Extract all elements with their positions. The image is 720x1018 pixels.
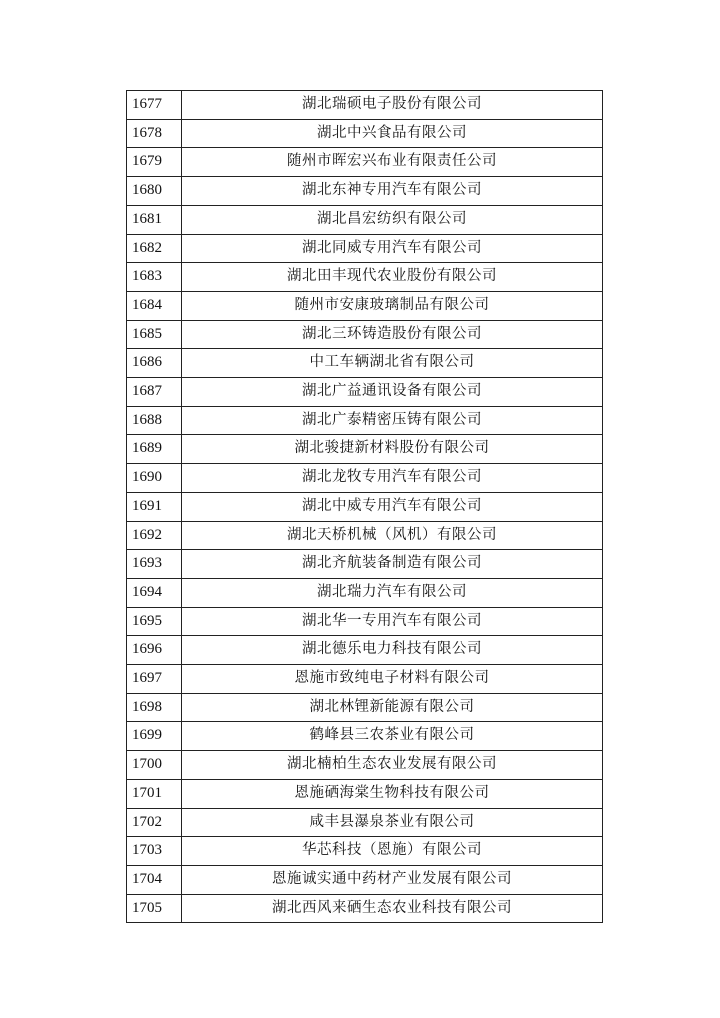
table-row: [127, 320, 603, 349]
company-name: 湖北田丰现代农业股份有限公司: [182, 263, 603, 292]
table-row: [127, 865, 603, 894]
row-number: 1698: [127, 693, 182, 722]
company-name: 咸丰县瀑泉茶业有限公司: [182, 808, 603, 837]
row-number: 1699: [127, 722, 182, 751]
row-number: 1703: [127, 837, 182, 866]
row-number: 1678: [127, 119, 182, 148]
company-name: 湖北瑞力汽车有限公司: [182, 578, 603, 607]
table-row: [127, 119, 603, 148]
table-row: [127, 837, 603, 866]
table-row: [127, 521, 603, 550]
table-row: [127, 464, 603, 493]
row-number: 1702: [127, 808, 182, 837]
table-row: [127, 722, 603, 751]
table-row: [127, 263, 603, 292]
row-number: 1688: [127, 406, 182, 435]
table-row: [127, 205, 603, 234]
company-name: 随州市安康玻璃制品有限公司: [182, 291, 603, 320]
row-number: 1704: [127, 865, 182, 894]
company-name: 湖北天桥机械（风机）有限公司: [182, 521, 603, 550]
table-row: [127, 693, 603, 722]
row-number: 1701: [127, 779, 182, 808]
table-row: [127, 378, 603, 407]
company-name: 湖北骏捷新材料股份有限公司: [182, 435, 603, 464]
table-row: [127, 406, 603, 435]
company-name: 恩施诚实通中药材产业发展有限公司: [182, 865, 603, 894]
row-number: 1695: [127, 607, 182, 636]
table-row: [127, 751, 603, 780]
table-row: [127, 578, 603, 607]
row-number: 1684: [127, 291, 182, 320]
company-name: 中工车辆湖北省有限公司: [182, 349, 603, 378]
table-row: [127, 550, 603, 579]
table-row: [127, 779, 603, 808]
company-name: 湖北西风来硒生态农业科技有限公司: [182, 894, 603, 923]
row-number: 1705: [127, 894, 182, 923]
company-name: 湖北昌宏纺织有限公司: [182, 205, 603, 234]
row-number: 1690: [127, 464, 182, 493]
company-name: 湖北中威专用汽车有限公司: [182, 492, 603, 521]
company-name: 湖北龙牧专用汽车有限公司: [182, 464, 603, 493]
company-list-body: [127, 91, 603, 923]
row-number: 1693: [127, 550, 182, 579]
company-name: 湖北广泰精密压铸有限公司: [182, 406, 603, 435]
company-name: 湖北东神专用汽车有限公司: [182, 177, 603, 206]
row-number: 1697: [127, 665, 182, 694]
row-number: 1694: [127, 578, 182, 607]
table-row: [127, 894, 603, 923]
row-number: 1681: [127, 205, 182, 234]
company-list-table: [126, 90, 603, 923]
company-name: 随州市晖宏兴布业有限责任公司: [182, 148, 603, 177]
table-row: [127, 177, 603, 206]
row-number: 1682: [127, 234, 182, 263]
row-number: 1696: [127, 636, 182, 665]
company-name: 湖北德乐电力科技有限公司: [182, 636, 603, 665]
row-number: 1686: [127, 349, 182, 378]
company-name: 湖北三环铸造股份有限公司: [182, 320, 603, 349]
table-row: [127, 234, 603, 263]
company-name: 鹤峰县三农茶业有限公司: [182, 722, 603, 751]
row-number: 1680: [127, 177, 182, 206]
row-number: 1677: [127, 91, 182, 120]
row-number: 1685: [127, 320, 182, 349]
table-row: [127, 91, 603, 120]
row-number: 1683: [127, 263, 182, 292]
company-name: 湖北齐航装备制造有限公司: [182, 550, 603, 579]
company-name: 湖北楠柏生态农业发展有限公司: [182, 751, 603, 780]
row-number: 1691: [127, 492, 182, 521]
table-row: [127, 665, 603, 694]
table-row: [127, 492, 603, 521]
company-name: 湖北华一专用汽车有限公司: [182, 607, 603, 636]
company-name: 湖北广益通讯设备有限公司: [182, 378, 603, 407]
row-number: 1687: [127, 378, 182, 407]
row-number: 1700: [127, 751, 182, 780]
company-name: 恩施硒海棠生物科技有限公司: [182, 779, 603, 808]
row-number: 1689: [127, 435, 182, 464]
company-name: 湖北林锂新能源有限公司: [182, 693, 603, 722]
table-row: [127, 435, 603, 464]
table-row: [127, 291, 603, 320]
row-number: 1679: [127, 148, 182, 177]
company-list-table-container: [126, 90, 603, 923]
company-name: 恩施市致纯电子材料有限公司: [182, 665, 603, 694]
company-name: 湖北中兴食品有限公司: [182, 119, 603, 148]
table-row: [127, 636, 603, 665]
table-row: [127, 349, 603, 378]
table-row: [127, 148, 603, 177]
table-row: [127, 607, 603, 636]
row-number: 1692: [127, 521, 182, 550]
company-name: 华芯科技（恩施）有限公司: [182, 837, 603, 866]
company-name: 湖北瑞硕电子股份有限公司: [182, 91, 603, 120]
table-row: [127, 808, 603, 837]
company-name: 湖北同威专用汽车有限公司: [182, 234, 603, 263]
